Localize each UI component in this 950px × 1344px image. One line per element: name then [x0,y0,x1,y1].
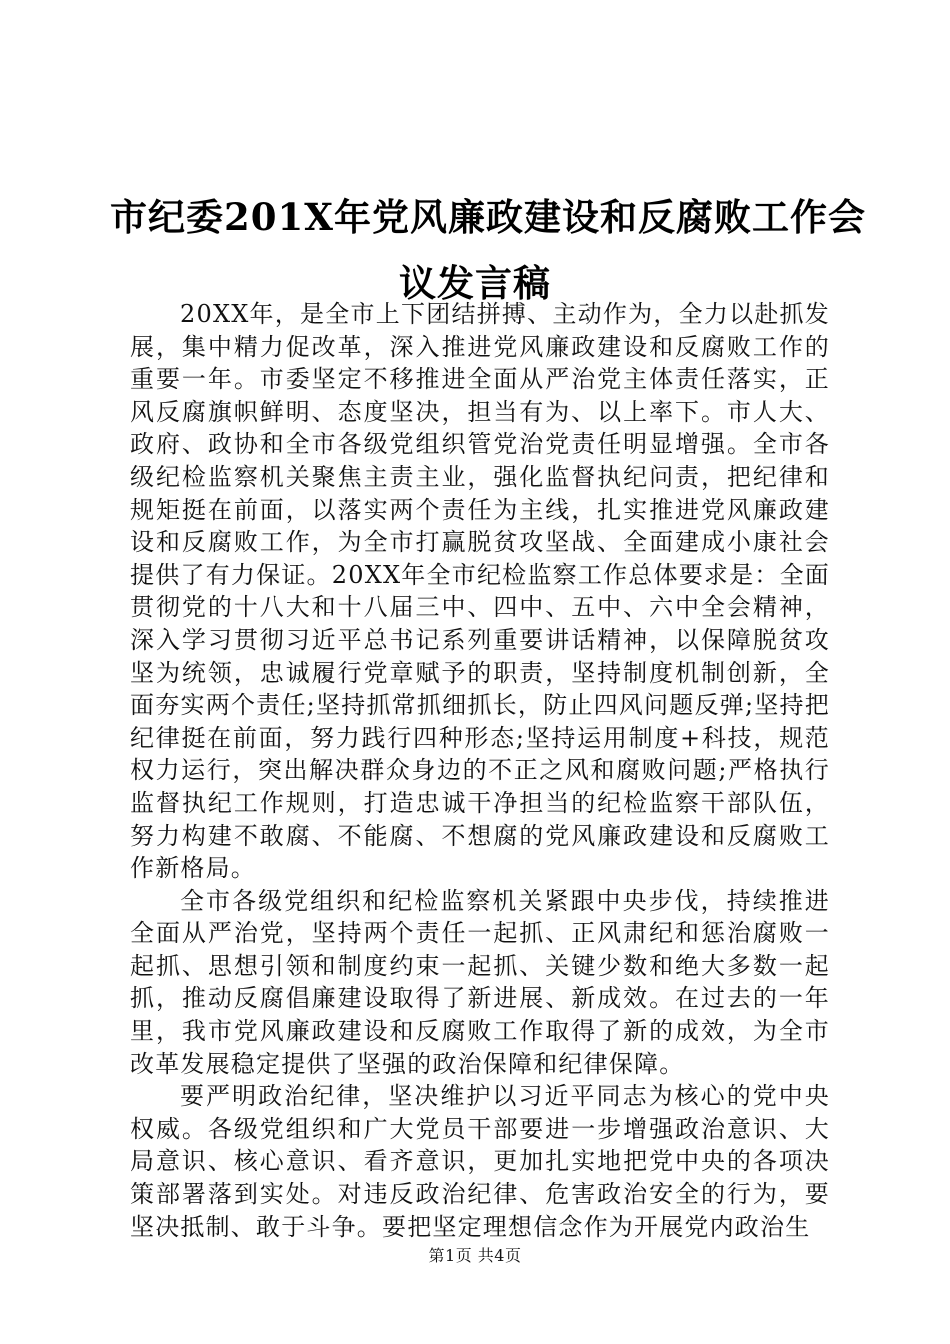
page-footer: 第1页 共4页 [428,1246,522,1265]
document-title-line-1: 市纪委201X年党风廉政建设和反腐败工作会 [110,195,866,239]
body-paragraph-3: 要严明政治纪律，坚决维护以习近平同志为核心的党中央权威。各级党组织和广大党员干部要进一步增强政治意识、大局意识、核心意识、看齐意识，更加扎实地把党中央的各项决策部署落到实处。对违反政治纪律、危害政治安全的行为，要坚决抵制、敢于斗争。要把坚定理想信念作为开展党内政治生 [130,1082,830,1241]
body-paragraph-2: 全市各级党组织和纪检监察机关紧跟中央步伐，持续推进全面从严治党，坚持两个责任一起抓、正风肃纪和惩治腐败一起抓、思想引领和制度约束一起抓、关键少数和绝大多数一起抓，推动反腐倡廉建设取得了新进展、新成效。在过去的一年里，我市党风廉政建设和反腐败工作取得了新的成效，为全市改革发展稳定提供了坚强的政治保障和纪律保障。 [130,886,830,1078]
body-paragraph-1: 20XX年，是全市上下团结拼搏、主动作为，全力以赴抓发展，集中精力促改革，深入推进党风廉政建设和反腐败工作的重要一年。市委坚定不移推进全面从严治党主体责任落实，正风反腐旗帜鲜明、态度坚决，担当有为、以上率下。市人大、政府、政协和全市各级党组织管党治党责任明显增强。全市各级纪检监察机关聚焦主责主业，强化监督执纪问责，把纪律和规矩挺在前面，以落实两个责任为主线，扎实推进党风廉政建设和反腐败工作，为全市打赢脱贫攻坚战、全面建成小康社会提供了有力保证。20XX年全市纪检监察工作总体要求是：全面贯彻党的十八大和十八届三中、四中、五中、六中全会精神，深入学习贯彻习近平总书记系列重要讲话精神，以保障脱贫攻坚为统领，忠诚履行党章赋予的职责，坚持制度机制创新，全面夯实两个责任;坚持抓常抓细抓长，防止四风问题反弹;坚持把纪律挺在前面，努力践行四种形态;坚持运用制度+科技，规范权力运行，突出解决群众身边的不正之风和腐败问题;严格执行监督执纪工作规则，打造忠诚干净担当的纪检监察干部队伍，努力构建不敢腐、不能腐、不想腐的党风廉政建设和反腐败工作新格局。 [130,300,830,883]
document-body [130,298,830,1243]
document-title-line-2: 议发言稿 [399,261,551,305]
